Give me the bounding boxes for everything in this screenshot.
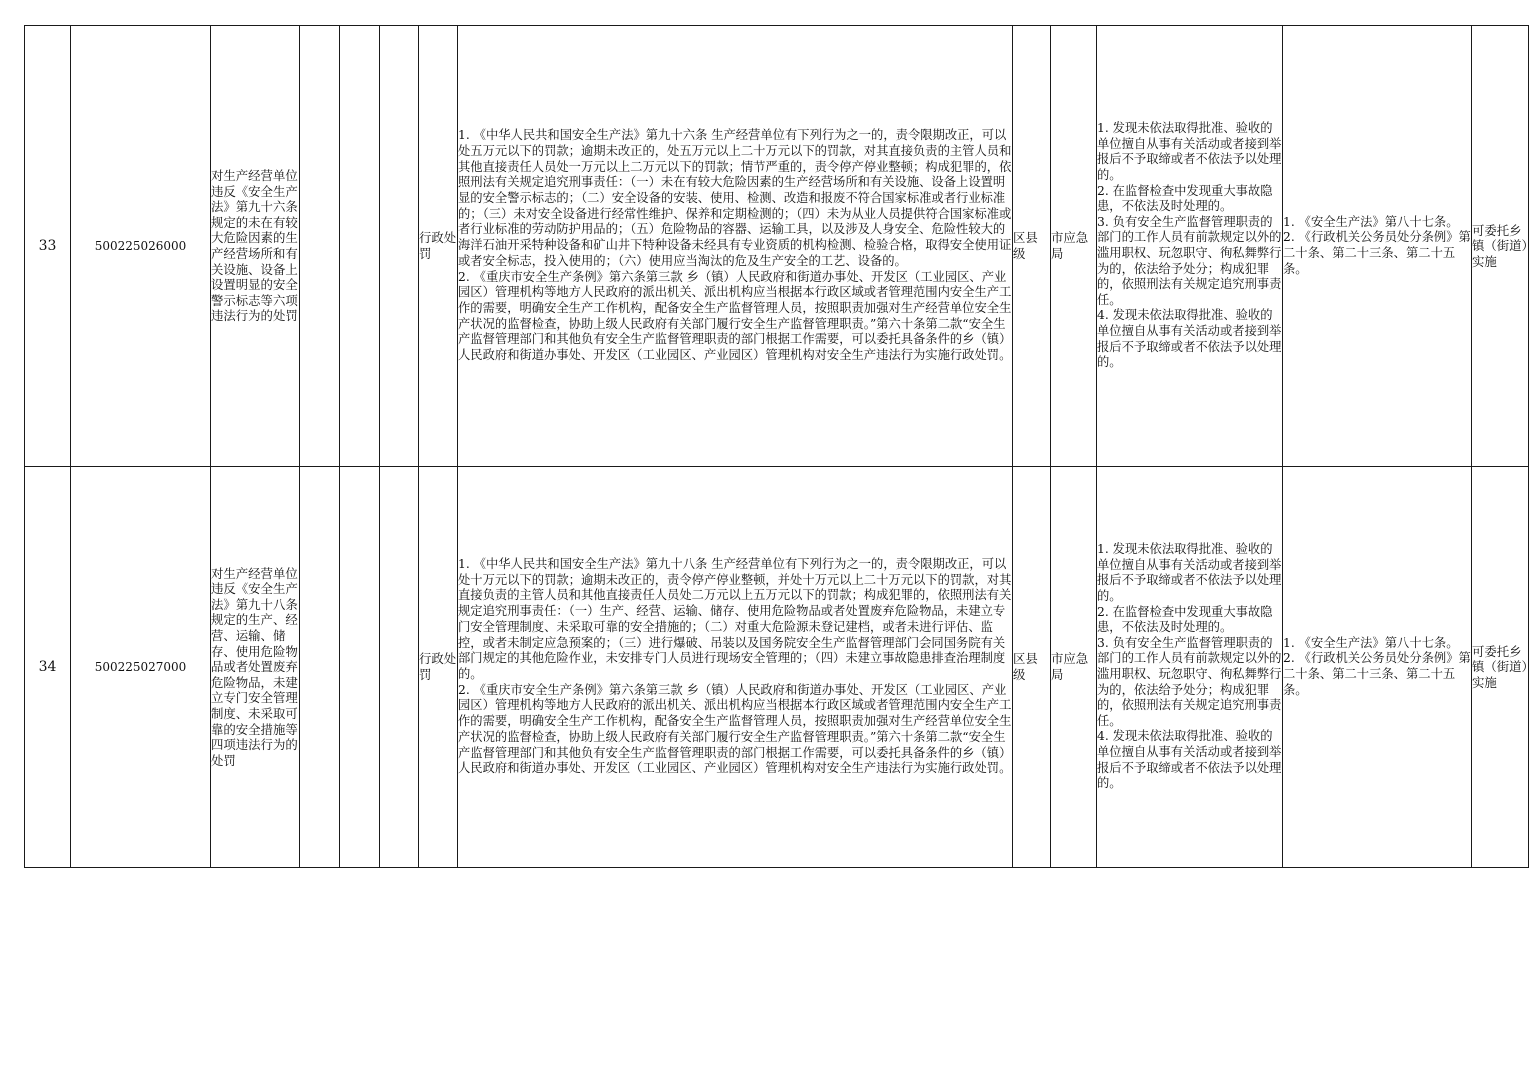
empty-cell [380,467,419,868]
row-number: 34 [25,467,71,868]
power-type: 行政处罚 [419,26,458,467]
exercise-level: 区县级 [1013,467,1051,868]
remarks: 可委托乡镇（街道）实施 [1472,26,1529,467]
row-number: 33 [25,26,71,467]
item-code: 500225026000 [71,26,211,467]
implementing-department: 市应急局 [1051,26,1097,467]
empty-cell [300,467,340,868]
implementing-department: 市应急局 [1051,467,1097,868]
power-list-table [24,25,1529,868]
table-row [25,26,1529,467]
legal-basis: 1. 《中华人民共和国安全生产法》第九十八条 生产经营单位有下列行为之一的，责令限期改正，可以处十万元以下的罚款；逾期未改正的，责令停产停业整顿，并处十万元以上二十万元以下的罚款，对其直接负责的主管人员和其他直接责任人员处二万元以上五万元以下的罚款；构成犯罪的，依照刑法有关规定追究刑事责任：（一）生产、经营、运输、储存、使用危险物品或者处置废弃危险物品，未建立专门安全管理制度、未采取可靠的安全措施的；（二）对重大危险源未登记建档，或者未进行评估、监控，或者未制定应急预案的；（三）进行爆破、吊装以及国务院安全生产监督管理部门会同国务院有关部门规定的其他危险作业，未安排专门人员进行现场安全管理的；（四）未建立事故隐患排查治理制度的。 2. 《重庆市安全生产条例》第六条第三款 乡（镇）人民政府和街道办事处、开发区（工业园区、产业园区）管理机构等地方人民政府的派出机关、派出机构应当根据本行政区域或者管理范围内安全生产工作的需要，明确安全生产工作机构，配备安全生产监督管理人员，按照职责加强对生产经营单位安全生产状况的监督检查，协助上级人民政府有关部门履行安全生产监督管理职责。”第六十条第二款“安全生产监督管理部门和其他负有安全生产监督管理职责的部门根据工作需要，可以委托具备条件的乡（镇）人民政府和街道办事处、开发区（工业园区、产业园区）管理机构对安全生产违法行为实施行政处罚。 [458,467,1013,868]
accountability-basis: 1. 《安全生产法》第八十七条。 2. 《行政机关公务员处分条例》第二十条、第二十三条、第二十五条。 [1283,26,1472,467]
empty-cell [340,467,380,868]
empty-cell [380,26,419,467]
table-row [25,467,1529,868]
remarks: 可委托乡镇（街道）实施 [1472,467,1529,868]
accountability-circumstances: 1. 发现未依法取得批准、验收的单位擅自从事有关活动或者接到举报后不予取缔或者不依法予以处理的。 2. 在监督检查中发现重大事故隐患，不依法及时处理的。 3. 负有安全生产监督管理职责的部门的工作人员有前款规定以外的滥用职权、玩忽职守、徇私舞弊行为的，依法给予处分；构成犯罪的，依照刑法有关规定追究刑事责任。 4. 发现未依法取得批准、验收的单位擅自从事有关活动或者接到举报后不予取缔或者不依法予以处理的。 [1097,26,1283,467]
item-name: 对生产经营单位违反《安全生产法》第九十八条规定的生产、经营、运输、储存、使用危险物品或者处置废弃危险物品，未建立专门安全管理制度、未采取可靠的安全措施等四项违法行为的处罚 [211,467,300,868]
item-code: 500225027000 [71,467,211,868]
empty-cell [340,26,380,467]
exercise-level: 区县级 [1013,26,1051,467]
empty-cell [300,26,340,467]
legal-basis: 1. 《中华人民共和国安全生产法》第九十六条 生产经营单位有下列行为之一的，责令限期改正，可以处五万元以下的罚款；逾期未改正的，处五万元以上二十万元以下的罚款，对其直接负责的主管人员和其他直接责任人员处一万元以上二万元以下的罚款；情节严重的，责令停产停业整顿；构成犯罪的，依照刑法有关规定追究刑事责任：（一）未在有较大危险因素的生产经营场所和有关设施、设备上设置明显的安全警示标志的；（二）安全设备的安装、使用、检测、改造和报废不符合国家标准或者行业标准的；（三）未对安全设备进行经常性维护、保养和定期检测的；（四）未为从业人员提供符合国家标准或者行业标准的劳动防护用品的；（五）危险物品的容器、运输工具，以及涉及人身安全、危险性较大的海洋石油开采特种设备和矿山井下特种设备未经具有专业资质的机构检测、检验合格，取得安全使用证或者安全标志，投入使用的；（六）使用应当淘汰的危及生产安全的工艺、设备的。 2. 《重庆市安全生产条例》第六条第三款 乡（镇）人民政府和街道办事处、开发区（工业园区、产业园区）管理机构等地方人民政府的派出机关、派出机构应当根据本行政区域或者管理范围内安全生产工作的需要，明确安全生产工作机构，配备安全生产监督管理人员，按照职责加强对生产经营单位安全生产状况的监督检查，协助上级人民政府有关部门履行安全生产监督管理职责。”第六十条第二款“安全生产监督管理部门和其他负有安全生产监督管理职责的部门根据工作需要，可以委托具备条件的乡（镇）人民政府和街道办事处、开发区（工业园区、产业园区）管理机构对安全生产违法行为实施行政处罚。 [458,26,1013,467]
power-type: 行政处罚 [419,467,458,868]
accountability-basis: 1. 《安全生产法》第八十七条。 2. 《行政机关公务员处分条例》第二十条、第二十三条、第二十五条。 [1283,467,1472,868]
item-name: 对生产经营单位违反《安全生产法》第九十六条规定的未在有较大危险因素的生产经营场所和有关设施、设备上设置明显的安全警示标志等六项违法行为的处罚 [211,26,300,467]
accountability-circumstances: 1. 发现未依法取得批准、验收的单位擅自从事有关活动或者接到举报后不予取缔或者不依法予以处理的。 2. 在监督检查中发现重大事故隐患，不依法及时处理的。 3. 负有安全生产监督管理职责的部门的工作人员有前款规定以外的滥用职权、玩忽职守、徇私舞弊行为的，依法给予处分；构成犯罪的，依照刑法有关规定追究刑事责任。 4. 发现未依法取得批准、验收的单位擅自从事有关活动或者接到举报后不予取缔或者不依法予以处理的。 [1097,467,1283,868]
